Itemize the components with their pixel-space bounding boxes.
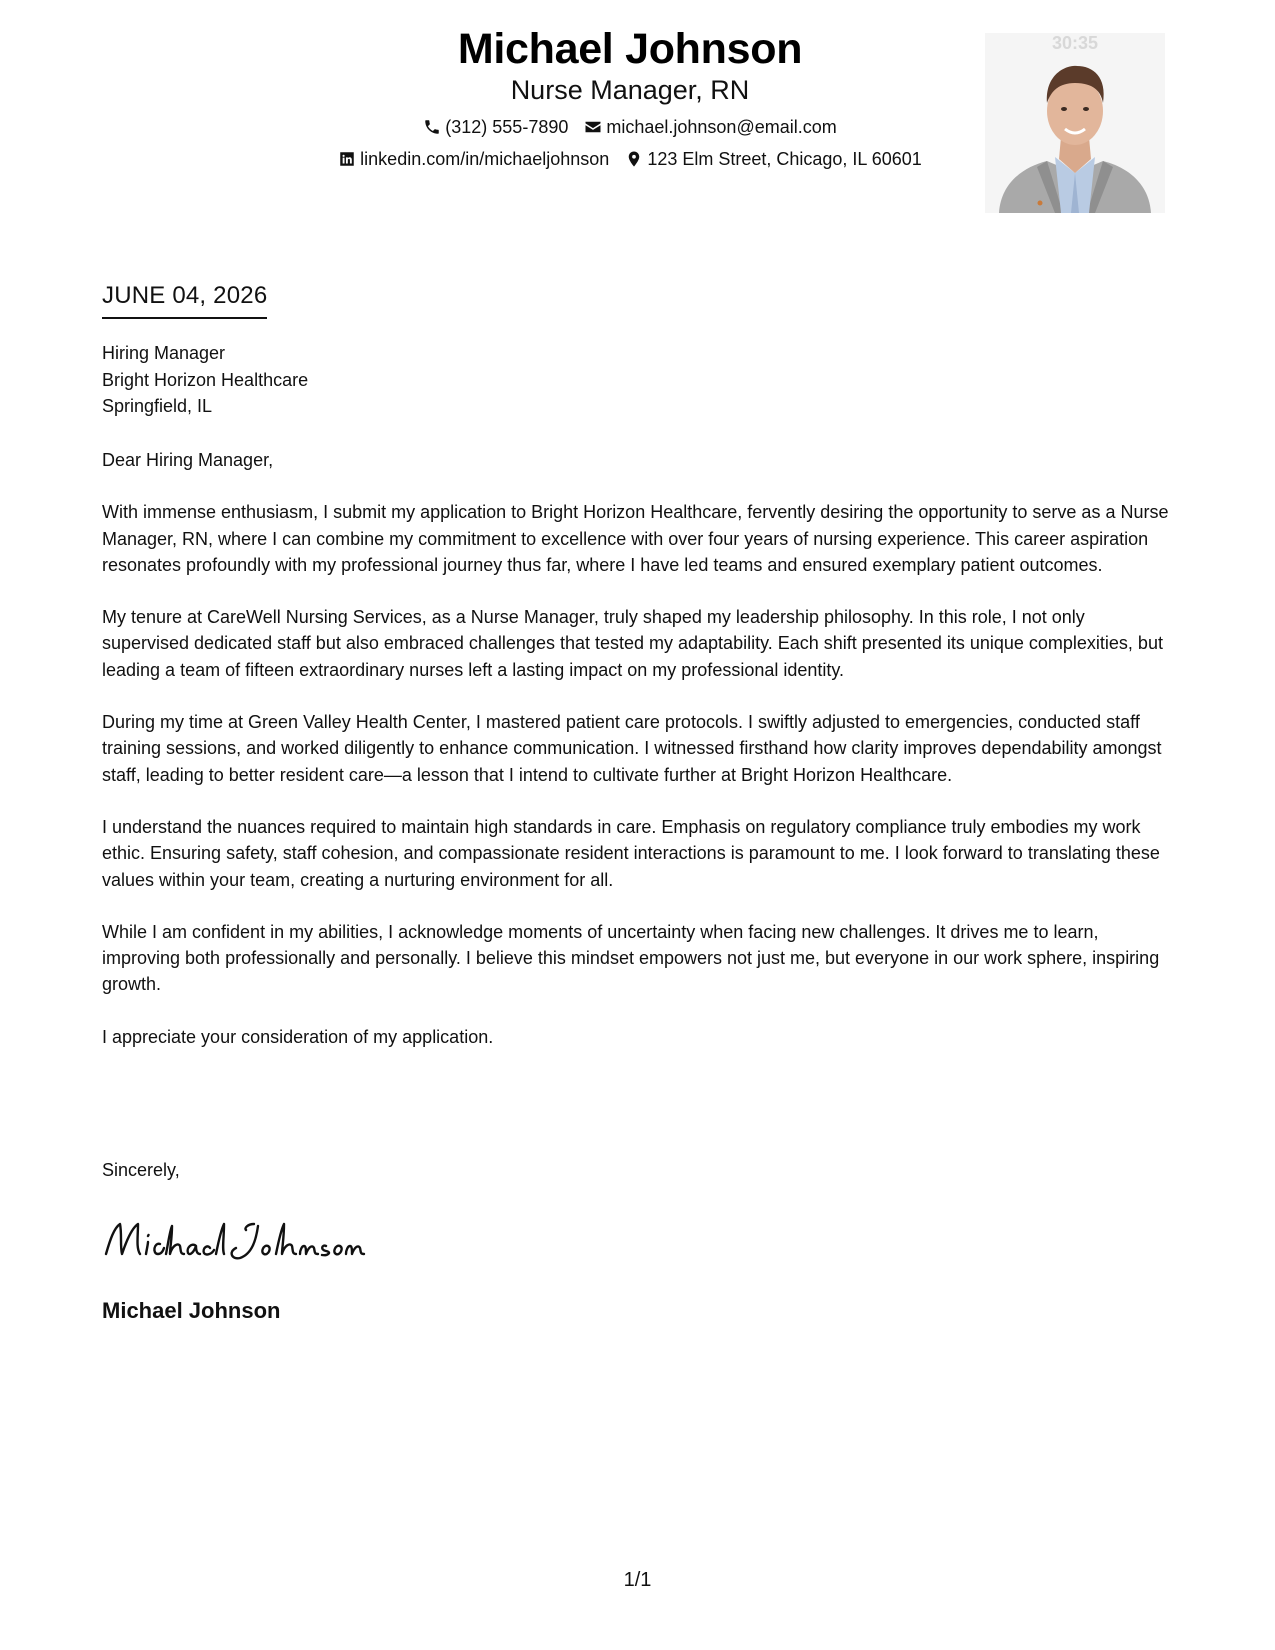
body-paragraph-4: I understand the nuances required to maintain high standards in care. Emphasis on regulatory compliance truly embodies my work ethic. Ensuring safety, staff cohesion, and compassionate resident interactions is paramount to me. I look forward to translating these values within your team, creating a nurturing environment for all. xyxy=(102,816,1160,890)
body-paragraph-6: I appreciate your consideration of my application. xyxy=(102,1026,494,1047)
map-pin-icon xyxy=(625,150,643,168)
envelope-icon xyxy=(584,118,602,136)
email-text[interactable]: michael.johnson@email.com xyxy=(606,117,837,137)
recipient-title: Hiring Manager xyxy=(102,343,226,363)
body-paragraph-5: While I am confident in my abilities, I acknowledge moments of uncertainty when facing new challenges. It drives me to learn, improving both professionally and personally. I believe this mindset empowers not just me, but everyone in our work sphere, inspiring growth. xyxy=(102,921,1160,995)
letter-body xyxy=(102,447,1172,1076)
signer-name: Michael Johnson xyxy=(102,1298,281,1323)
linkedin-contact[interactable] xyxy=(338,148,609,170)
phone-text: (312) 555-7890 xyxy=(445,117,569,137)
salutation: Dear Hiring Manager, xyxy=(102,450,274,470)
handwritten-signature xyxy=(100,1210,370,1270)
body-paragraph-1: With immense enthusiasm, I submit my application to Bright Horizon Healthcare, fervently desiring the opportunity to serve as a Nurse Manager, RN, where I can combine my commitment to excellence with over four years of nursing experience. This career aspiration resonates profoundly with my professional journey thus far, where I have led teams and ensured exemplary patient outcomes. xyxy=(102,502,1169,575)
linkedin-icon xyxy=(338,150,356,168)
address-text: 123 Elm Street, Chicago, IL 60601 xyxy=(647,149,922,169)
signature-image xyxy=(100,1210,370,1270)
recipient-company: Bright Horizon Healthcare xyxy=(102,369,309,390)
phone-contact xyxy=(423,116,568,138)
applicant-title: Nurse Manager, RN xyxy=(510,75,750,105)
linkedin-text[interactable]: linkedin.com/in/michaeljohnson xyxy=(360,149,610,169)
phone-icon xyxy=(423,118,441,136)
email-contact[interactable] xyxy=(584,116,836,138)
letter-date: JUNE 04, 2026 xyxy=(102,281,267,319)
recipient-block xyxy=(102,340,308,420)
photo-overlay-text: 30:35 xyxy=(1051,33,1099,53)
page-number: 1/1 xyxy=(623,1569,652,1591)
recipient-location: Springfield, IL xyxy=(102,396,213,416)
applicant-photo xyxy=(985,33,1165,213)
body-paragraph-3: During my time at Green Valley Health Center, I mastered patient care protocols. I swiftly adjusted to emergencies, conducted staff training sessions, and worked diligently to enhance communication. I witnessed firsthand how clarity improves dependability amongst staff, leading to better resident care—a lesson that I intend to cultivate further at Bright Horizon Healthcare. xyxy=(102,712,1162,785)
portrait-image xyxy=(985,33,1165,213)
closing-text: Sincerely, xyxy=(102,1160,180,1180)
body-paragraph-2: My tenure at CareWell Nursing Services, as a Nurse Manager, truly shaped my leadership philosophy. In this role, I not only supervised dedicated staff but also embraced challenges that tested my adaptability. Each shift presented its unique complexities, but leading a team of fifteen extraordinary nurses left a lasting impact on my professional identity. xyxy=(102,607,1163,680)
address-contact xyxy=(625,148,922,170)
applicant-name: Michael Johnson xyxy=(457,25,803,73)
